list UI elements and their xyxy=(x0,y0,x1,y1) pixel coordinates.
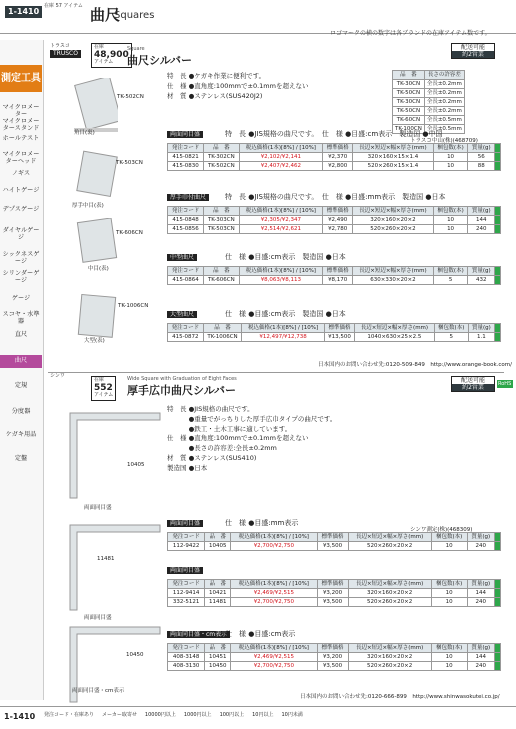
availability-marker xyxy=(495,653,501,662)
stock-count-label: 在庫 57 アイテム xyxy=(44,3,83,9)
availability-marker xyxy=(495,542,501,551)
column-header: 標準価格 xyxy=(323,207,353,216)
table-cell: ¥2,469/¥2,515 xyxy=(231,589,317,598)
table-cell: 320×160×20×2 xyxy=(348,589,431,598)
table-cell: TK-50CN xyxy=(393,107,425,116)
sidebar-item[interactable]: シリンダーゲージ xyxy=(2,270,40,284)
column-header: 発注コード xyxy=(168,144,204,153)
sidebar-item[interactable]: マイクロメータースタンド xyxy=(2,118,40,132)
legend-item: 1000円以上 xyxy=(183,712,212,718)
table-cell: 5 xyxy=(434,333,468,342)
feature-line: 特 長 ●JIS規格の曲尺です。 xyxy=(167,405,254,413)
column-header: 品 番 xyxy=(205,580,231,589)
image-code: 10450 xyxy=(126,652,144,658)
tolerance-table xyxy=(392,70,465,134)
column-header: 標準価格 xyxy=(324,324,354,333)
table-cell: TK-30CN xyxy=(393,80,425,89)
column-header: 税込価格(1本)[8%] / [10%] xyxy=(239,144,323,153)
product-table xyxy=(167,143,501,171)
column-header: 品 番 xyxy=(393,71,425,80)
availability-marker xyxy=(495,662,501,671)
table-cell: ¥2,700/¥2,750 xyxy=(231,662,317,671)
table-row xyxy=(168,598,501,607)
column-header: 梱包数(本) xyxy=(431,644,467,653)
image-caption: 中目(表) xyxy=(88,266,109,272)
column-header: 税込価格(1本)[8%] / [10%] xyxy=(231,644,317,653)
column-header: 質量(g) xyxy=(468,207,495,216)
sidebar-item[interactable]: ハイトゲージ xyxy=(2,187,40,194)
column-header: 標準価格 xyxy=(317,533,348,542)
square-image-10405 xyxy=(60,408,170,508)
order-code[interactable]: 415-0872 xyxy=(168,333,204,342)
column-header: 品 番 xyxy=(205,533,231,542)
column-header: 質量(g) xyxy=(468,144,495,153)
product-name: 曲尺シルバー xyxy=(127,54,192,67)
column-header: 質量(g) xyxy=(467,644,494,653)
table-cell: 10 xyxy=(433,225,468,234)
table-cell: 144 xyxy=(468,216,495,225)
image-code: TK-1006CN xyxy=(118,303,149,309)
sidebar-item[interactable]: 定盤 xyxy=(14,455,28,462)
sidebar-item[interactable]: 直尺 xyxy=(14,331,28,338)
column-header: 発注コード xyxy=(168,580,205,589)
product-name-en: Wide Square with Graduation of Eight Faces xyxy=(127,376,237,382)
column-header: 質量(g) xyxy=(468,324,494,333)
table-cell: 320×160×15×1.4 xyxy=(353,153,433,162)
table-cell: 全長±0.2mm xyxy=(424,98,464,107)
product-table xyxy=(167,323,501,342)
image-code: TK-606CN xyxy=(116,230,143,236)
table-cell: ¥3,500 xyxy=(317,542,348,551)
availability-column xyxy=(495,533,501,542)
sidebar-item[interactable]: 曲尺 xyxy=(0,355,42,368)
divider xyxy=(48,372,504,373)
feature-line: 仕 様 ●直角度:100mmで±0.1mmを超えない xyxy=(167,434,309,443)
section-spec: 仕 様 ●目盛:cm表示 製造国 ●日本 xyxy=(225,253,346,261)
sidebar-item[interactable]: ダイヤルゲージ xyxy=(2,227,40,241)
contact-info: 日本国内のお問い合わせ先:0120-509-849 http://www.orange-book.com/ xyxy=(318,362,512,368)
square-image-10450 xyxy=(60,622,170,712)
column-header: 税込価格(1本)[8%] / [10%] xyxy=(239,207,323,216)
order-code[interactable]: 408-3130 xyxy=(168,662,205,671)
column-header: 品 番 xyxy=(204,144,239,153)
table-cell: ¥13,500 xyxy=(324,333,354,342)
table-row xyxy=(393,116,465,125)
delivery-days: 約2営業 xyxy=(452,384,494,391)
square-image-11481 xyxy=(60,520,170,620)
table-cell: 240 xyxy=(467,598,494,607)
column-header: 長辺×短辺×幅×厚さ(mm) xyxy=(355,324,434,333)
table-cell: 1040×630×25×2.5 xyxy=(355,333,434,342)
square-image-tk502 xyxy=(70,78,118,158)
sidebar-item[interactable]: デプスゲージ xyxy=(2,206,40,213)
column-header: 梱包数(本) xyxy=(433,267,468,276)
column-header: 税込価格(1本)[8%] / [10%] xyxy=(231,580,317,589)
section-spec: 特 長 ●JIS規格の曲尺です。 仕 様 ●目盛:mm表示 製造国 ●日本 xyxy=(225,193,446,201)
stock-unit: アイテム xyxy=(94,59,114,66)
table-cell: TK-502CN xyxy=(204,162,239,171)
feature-line: ●長さの許容差:全長±0.2mm xyxy=(167,444,277,452)
column-header: 発注コード xyxy=(168,533,205,542)
image-caption: 両面同目盛 xyxy=(84,615,112,621)
column-header: 標準価格 xyxy=(317,580,348,589)
table-cell: ¥2,780 xyxy=(323,225,353,234)
stock-badge xyxy=(91,43,132,68)
product-table xyxy=(167,532,501,551)
table-row xyxy=(393,80,465,89)
availability-column xyxy=(495,644,501,653)
order-code[interactable]: 415-0864 xyxy=(168,276,204,285)
column-header: 標準価格 xyxy=(317,644,348,653)
image-code: TK-503CN xyxy=(116,160,143,166)
column-header: 品 番 xyxy=(205,644,231,653)
table-cell: 10450 xyxy=(205,662,231,671)
square-image-tk503 xyxy=(70,150,118,210)
column-header: 発注コード xyxy=(168,207,204,216)
table-cell: ¥3,200 xyxy=(317,589,348,598)
sidebar-item[interactable]: シックネスゲージ xyxy=(2,251,40,265)
table-cell: 88 xyxy=(468,162,495,171)
table-row xyxy=(168,653,501,662)
order-code[interactable]: 332-5121 xyxy=(168,598,205,607)
order-code[interactable]: 112-9422 xyxy=(168,542,205,551)
availability-marker xyxy=(495,333,501,342)
table-row xyxy=(168,162,501,171)
table-cell: 全長±0.2mm xyxy=(424,107,464,116)
legend-item: 100円以上 xyxy=(219,712,245,718)
table-cell: TK-1006CN xyxy=(203,333,242,342)
section-tag: 両面同目盛 xyxy=(167,131,203,138)
image-code: TK-502CN xyxy=(117,94,144,100)
section-tag: 中型曲尺 xyxy=(167,254,197,261)
table-cell: ¥3,200 xyxy=(317,653,348,662)
table-cell: ¥3,500 xyxy=(317,598,348,607)
page-number: 1-1410 xyxy=(5,6,42,18)
table-cell: TK-30CN xyxy=(393,98,425,107)
image-caption: 大型(表) xyxy=(84,338,105,344)
page-title-en: Squares xyxy=(114,10,155,21)
table-cell: 240 xyxy=(467,542,494,551)
availability-marker xyxy=(495,153,501,162)
table-cell: 全長±0.2mm xyxy=(424,89,464,98)
table-cell: 1.1 xyxy=(468,333,494,342)
table-cell: 10 xyxy=(431,598,467,607)
footer-page-number: 1-1410 xyxy=(4,712,36,721)
table-row xyxy=(168,225,501,234)
table-cell: 432 xyxy=(468,276,495,285)
column-header: 長辺×短辺×幅×厚さ(mm) xyxy=(353,144,433,153)
section-spec: 仕 様 ●目盛:cm表示 製造国 ●日本 xyxy=(225,310,346,318)
table-cell: 56 xyxy=(468,153,495,162)
availability-column xyxy=(495,324,501,333)
column-header: 税込価格(1本)[8%] / [10%] xyxy=(242,324,324,333)
feature-line: 材 質 ●ステンレス(SUS410) xyxy=(167,453,257,462)
brand-trusco xyxy=(50,44,81,58)
feature-line: 特 長 ●ケガキ作業に便利です。 xyxy=(167,72,266,80)
table-cell: TK-503CN xyxy=(204,225,239,234)
table-cell: 10 xyxy=(433,216,468,225)
table-cell: ¥2,370 xyxy=(323,153,353,162)
delivery-days: 約2営業 xyxy=(452,51,494,58)
product-table xyxy=(167,266,501,285)
table-cell: TK-606CN xyxy=(204,276,239,285)
column-header: 標準価格 xyxy=(323,267,353,276)
sidebar-item[interactable]: ゲージ xyxy=(11,295,31,302)
column-header: 標準価格 xyxy=(323,144,353,153)
column-header: 梱包数(本) xyxy=(434,324,468,333)
order-code[interactable]: 415-0830 xyxy=(168,162,204,171)
order-code[interactable]: 415-0848 xyxy=(168,216,204,225)
brand-name: トラスコ xyxy=(50,43,70,49)
table-cell: 全長±0.5mm xyxy=(424,125,464,134)
table-row xyxy=(168,153,501,162)
sidebar-item[interactable]: マイクロメーター xyxy=(2,104,40,118)
table-row xyxy=(168,333,501,342)
table-cell: 10421 xyxy=(205,589,231,598)
legend-item: 発注コード・在庫あり xyxy=(44,712,95,718)
table-cell: 520×260×20×2 xyxy=(353,225,433,234)
product-name: 厚手広巾曲尺シルバー xyxy=(127,384,236,397)
table-row xyxy=(168,542,501,551)
sidebar-item[interactable]: スコヤ・水準器 xyxy=(2,311,40,325)
table-cell: 10 xyxy=(433,153,468,162)
stock-count: 552 xyxy=(94,382,113,393)
sidebar-item[interactable]: ケガキ用品 xyxy=(5,431,37,438)
table-cell: 10 xyxy=(431,542,467,551)
table-cell: 520×260×20×2 xyxy=(348,542,431,551)
image-caption: 両面同目盛 xyxy=(84,505,112,511)
order-code[interactable]: 415-0856 xyxy=(168,225,204,234)
column-header: 長辺×短辺×幅×厚さ(mm) xyxy=(348,533,431,542)
table-cell: ¥8,063/¥8,113 xyxy=(239,276,323,285)
table-cell: ¥2,490 xyxy=(323,216,353,225)
availability-marker xyxy=(495,589,501,598)
column-header: 発注コード xyxy=(168,324,204,333)
sidebar-item[interactable]: ホールテスト xyxy=(2,135,40,142)
maker-code: シンワ測定(株)(468309) xyxy=(410,527,473,533)
table-cell: ¥8,170 xyxy=(323,276,353,285)
availability-marker xyxy=(495,162,501,171)
table-cell: 10405 xyxy=(205,542,231,551)
availability-column xyxy=(495,144,501,153)
maker-code: トラスコ中山(株)(468709) xyxy=(410,138,478,144)
table-cell: TK-302CN xyxy=(204,153,239,162)
price-legend xyxy=(44,712,514,718)
availability-column xyxy=(495,580,501,589)
order-code[interactable]: 112-9414 xyxy=(168,589,205,598)
stock-label: 在庫 xyxy=(94,377,105,383)
section-tag: 両面同目盛 xyxy=(167,520,203,527)
table-cell: TK-50CN xyxy=(393,89,425,98)
section-spec: 特 長 ●JIS規格の曲尺です。 仕 様 ●目盛:cm表示 製造国 ●中国 xyxy=(225,130,443,138)
availability-marker xyxy=(495,225,501,234)
stock-label: 在庫 xyxy=(94,44,105,50)
brand-logo: TRUSCO xyxy=(50,50,81,59)
product-features xyxy=(167,405,336,473)
availability-marker xyxy=(495,598,501,607)
table-cell: ¥12,497/¥12,738 xyxy=(242,333,324,342)
column-header: 税込価格(1本)[8%] / [10%] xyxy=(239,267,323,276)
table-cell: 10 xyxy=(431,589,467,598)
column-header: 長辺×短辺×幅×厚さ(mm) xyxy=(353,207,433,216)
section-tag: 両面同目盛 xyxy=(167,567,203,574)
product-features xyxy=(167,72,308,101)
table-cell: 520×260×15×1.4 xyxy=(353,162,433,171)
feature-line: 仕 様 ●直角度:100mmで±0.1mmを超えない xyxy=(167,81,309,90)
product-name-en: Square xyxy=(127,46,145,52)
table-cell: TK-303CN xyxy=(204,216,239,225)
section-spec: 仕 様 ●目盛:mm表示 xyxy=(225,519,299,527)
table-cell: 320×160×20×2 xyxy=(348,653,431,662)
image-caption: 厚手中目(表) xyxy=(72,203,104,209)
table-row xyxy=(168,276,501,285)
column-header: 梱包数(本) xyxy=(431,533,467,542)
table-row xyxy=(393,107,465,116)
image-caption: 角目(裏) xyxy=(74,130,95,136)
availability-column xyxy=(495,207,501,216)
table-row xyxy=(393,89,465,98)
table-cell: 320×160×20×2 xyxy=(353,216,433,225)
legend-item: 10円以上 xyxy=(252,712,274,718)
table-row xyxy=(168,589,501,598)
sidebar-item[interactable]: 定規 xyxy=(14,382,28,389)
column-header: 梱包数(本) xyxy=(433,144,468,153)
table-cell: ¥2,102/¥2,141 xyxy=(239,153,323,162)
square-image-tk606 xyxy=(70,218,118,268)
table-cell: ¥2,469/¥2,515 xyxy=(231,653,317,662)
table-cell: 240 xyxy=(467,662,494,671)
stock-badge xyxy=(91,376,116,401)
availability-column xyxy=(495,267,501,276)
column-header: 長辺×短辺×幅×厚さ(mm) xyxy=(348,580,431,589)
column-header: 質量(g) xyxy=(468,267,495,276)
brand-name: シンワ xyxy=(50,373,65,379)
page-title: 曲尺 xyxy=(90,6,121,24)
sidebar-item[interactable]: 分度器 xyxy=(11,408,31,415)
column-header: 税込価格(1本)[8%] / [10%] xyxy=(231,533,317,542)
column-header: 梱包数(本) xyxy=(431,580,467,589)
table-cell: 全長±0.2mm xyxy=(424,80,464,89)
table-cell: 5 xyxy=(433,276,468,285)
table-cell: ¥2,700/¥2,750 xyxy=(231,542,317,551)
table-cell: ¥2,514/¥2,621 xyxy=(239,225,323,234)
product-table xyxy=(167,579,501,607)
order-code[interactable]: 415-0821 xyxy=(168,153,204,162)
feature-line: 製造国 ●日本 xyxy=(167,463,208,472)
table-cell: ¥3,500 xyxy=(317,662,348,671)
stock-unit: アイテム xyxy=(94,392,114,399)
sidebar-category: 測定工具 xyxy=(0,65,42,92)
legend-item: 10000円以上 xyxy=(144,712,176,718)
delivery-badge xyxy=(451,376,495,392)
brand-shinwa xyxy=(50,374,65,380)
section-spec: 仕 様 ●目盛:cm表示 xyxy=(225,630,296,638)
column-header: 質量(g) xyxy=(467,533,494,542)
table-row xyxy=(168,662,501,671)
table-cell: 10 xyxy=(431,653,467,662)
order-code[interactable]: 408-3148 xyxy=(168,653,205,662)
feature-line: ●重量でがっちりした厚手広巾タイプの曲尺です。 xyxy=(167,414,337,423)
table-cell: 10 xyxy=(431,662,467,671)
table-cell: ¥2,407/¥2,462 xyxy=(239,162,323,171)
column-header: 品 番 xyxy=(204,207,239,216)
column-header: 品 番 xyxy=(203,324,242,333)
section-tag: 両面同目盛・cm表示 xyxy=(167,631,230,638)
column-header: 品 番 xyxy=(204,267,239,276)
column-header: 梱包数(本) xyxy=(433,207,468,216)
legend-item: メーカー取寄せ xyxy=(102,712,137,718)
image-caption: 両面同目盛・cm表示 xyxy=(72,688,125,694)
rohs-badge: RoHS xyxy=(498,381,512,387)
table-cell: 520×260×20×2 xyxy=(348,662,431,671)
delivery-label: 配送可能 xyxy=(460,44,485,51)
image-code: 11481 xyxy=(97,556,115,562)
table-cell: 630×330×20×2 xyxy=(353,276,433,285)
table-cell: 520×260×20×2 xyxy=(348,598,431,607)
availability-marker xyxy=(495,216,501,225)
column-header: 長辺×短辺×幅×厚さ(mm) xyxy=(353,267,433,276)
column-header: 質量(g) xyxy=(467,580,494,589)
delivery-label: 配送可能 xyxy=(460,377,485,384)
table-cell: TK-100CN xyxy=(393,125,425,134)
table-cell: 10 xyxy=(433,162,468,171)
sidebar-item[interactable]: ノギス xyxy=(11,170,31,177)
table-cell: ¥2,305/¥2,347 xyxy=(239,216,323,225)
sidebar-item[interactable]: マイクロメーターヘッド xyxy=(2,151,40,165)
table-row xyxy=(393,98,465,107)
section-tag: 大型曲尺 xyxy=(167,311,197,318)
product-table xyxy=(167,206,501,234)
feature-line: 材 質 ●ステンレス(SUS420J2) xyxy=(167,91,263,100)
legend-item: 10円未満 xyxy=(281,712,303,718)
contact-info: 日本国内のお問い合わせ先:0120-666-899 http://www.shinwasokutei.co.jp/ xyxy=(300,694,500,700)
image-code: 10405 xyxy=(127,462,145,468)
header-note: ロゴマークの横の数字は各ブランドの在庫アイテム数です。 xyxy=(330,30,491,37)
feature-line: ●鉄工・土木工事に適しています。 xyxy=(167,424,292,433)
table-cell: TK-60CN xyxy=(393,116,425,125)
table-row xyxy=(168,216,501,225)
availability-marker xyxy=(495,276,501,285)
table-cell: ¥2,700/¥2,750 xyxy=(231,598,317,607)
product-table xyxy=(167,643,501,671)
column-header: 発注コード xyxy=(168,644,205,653)
column-header: 長さの許容差 xyxy=(424,71,464,80)
column-header: 長辺×短辺×幅×厚さ(mm) xyxy=(348,644,431,653)
table-cell: 全長±0.5mm xyxy=(424,116,464,125)
column-header: 発注コード xyxy=(168,267,204,276)
section-tag: 厚手巾付曲尺 xyxy=(167,194,209,201)
table-cell: 240 xyxy=(468,225,495,234)
table-cell: 11481 xyxy=(205,598,231,607)
table-cell: 10451 xyxy=(205,653,231,662)
delivery-badge xyxy=(451,43,495,59)
table-cell: 144 xyxy=(467,589,494,598)
table-cell: 144 xyxy=(467,653,494,662)
stock-count: 48,900 xyxy=(94,49,129,60)
table-cell: ¥2,800 xyxy=(323,162,353,171)
